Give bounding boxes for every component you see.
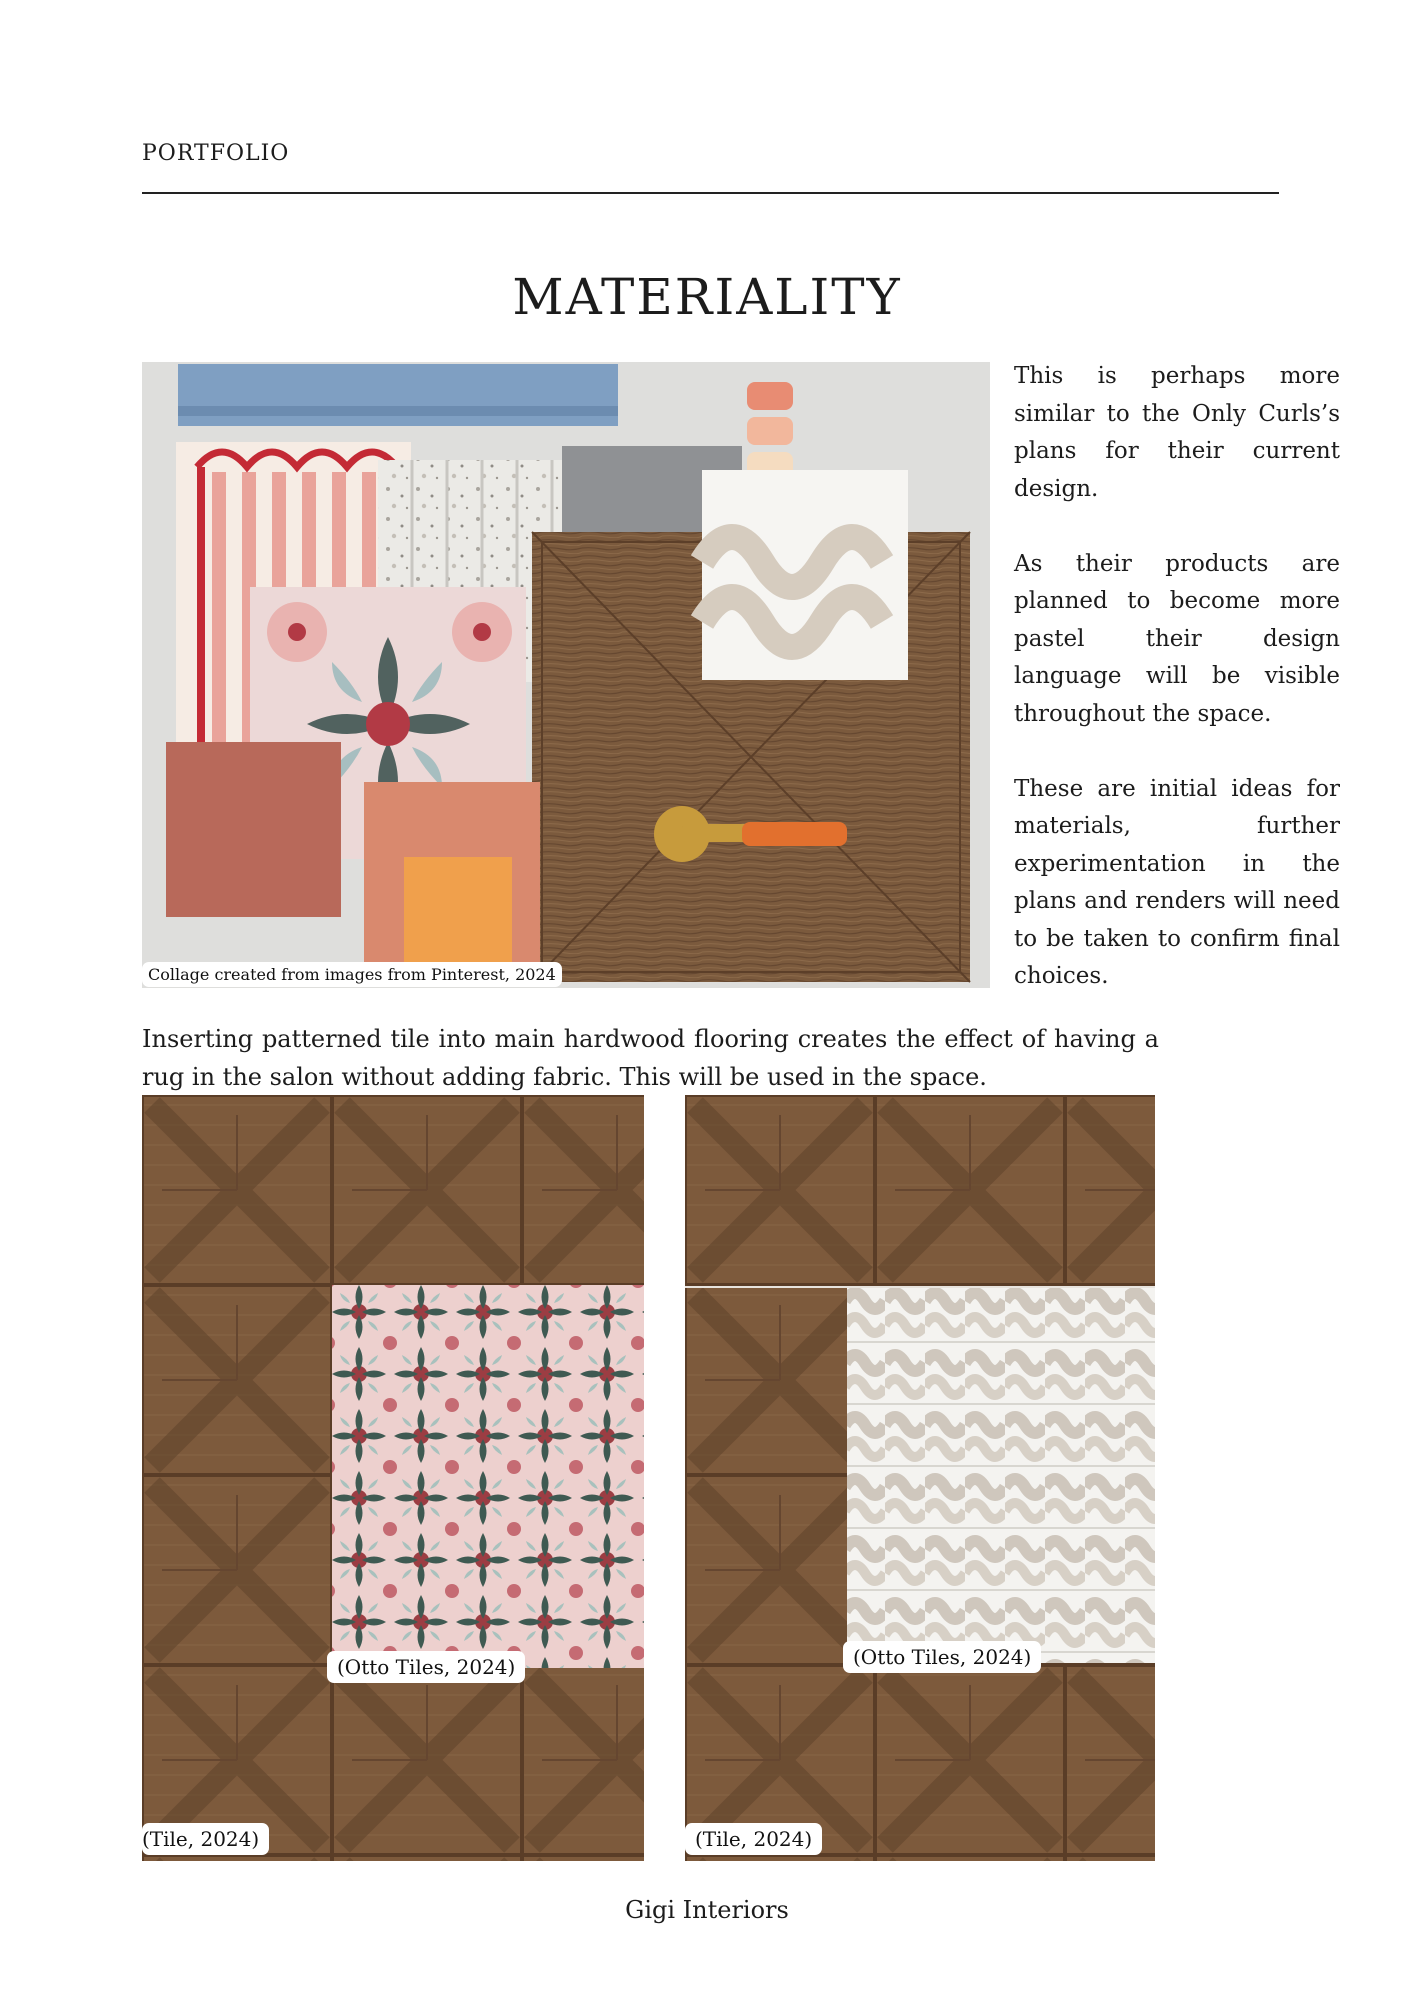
side-paragraph-1: This is perhaps more similar to the Only Curls’s plans for their current design. xyxy=(1014,363,1340,502)
materials-collage xyxy=(142,362,990,988)
floor-left-wood-caption: (Tile, 2024) xyxy=(142,1823,269,1855)
floor-right-image xyxy=(685,1095,1155,1861)
floor-render-left xyxy=(142,1095,644,1861)
side-text xyxy=(1014,358,1340,1033)
side-paragraph-2: As their products are planned to become more pastel their design language will be visible throughout the space. xyxy=(1014,550,1340,727)
floor-right-wood-caption: (Tile, 2024) xyxy=(685,1823,822,1855)
side-paragraph-3: These are initial ideas for materials, further experimentation in the plans and renders will need to be taken to confirm final choices. xyxy=(1014,775,1340,989)
floor-left-tile-caption: (Otto Tiles, 2024) xyxy=(327,1651,525,1683)
floor-render-right xyxy=(685,1095,1155,1861)
header-label: PORTFOLIO xyxy=(142,141,290,166)
header-divider xyxy=(142,192,1279,194)
floor-right-tile-caption: (Otto Tiles, 2024) xyxy=(843,1641,1041,1673)
footer-brand: Gigi Interiors xyxy=(625,1896,789,1924)
body-text: Inserting patterned tile into main hardwood flooring creates the effect of having a rug in the salon without adding fabric. This will be used in the space. xyxy=(142,1025,1159,1091)
collage-image xyxy=(142,362,990,988)
collage-caption: Collage created from images from Pinterest, 2024 xyxy=(142,962,562,987)
page-title: MATERIALITY xyxy=(512,268,902,326)
floor-left-image xyxy=(142,1095,644,1861)
